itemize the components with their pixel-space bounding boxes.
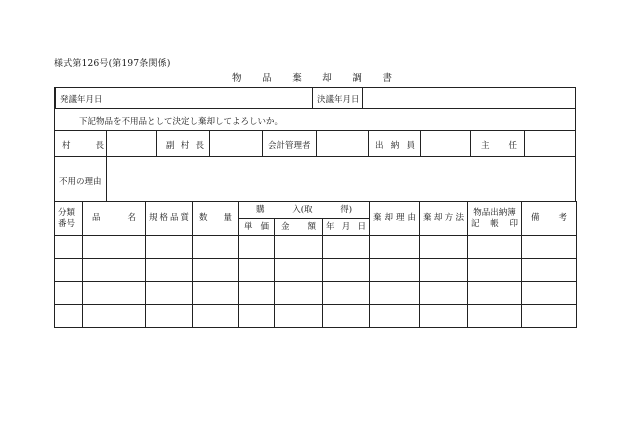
item-name-char: 品: [92, 213, 101, 224]
table-cell[interactable]: [239, 305, 275, 328]
table-cell[interactable]: [83, 282, 146, 305]
reason-row: [54, 156, 576, 202]
deputy-mayor-char: 副: [166, 141, 175, 151]
statement-text: 下記物品を不用品として決定し棄却してよろしいか。: [79, 117, 284, 127]
table-cell[interactable]: [370, 282, 420, 305]
cashier-char: 員: [406, 141, 415, 151]
title-char: 棄: [292, 73, 302, 84]
class-no-line: 分類: [58, 207, 76, 218]
cashier-seal-field[interactable]: [421, 131, 471, 156]
deputy-mayor-label: [166, 139, 204, 151]
chief-char: 任: [508, 141, 517, 151]
form-title: [232, 70, 392, 84]
table-cell[interactable]: [468, 259, 522, 282]
amount-char: 額: [307, 221, 316, 232]
reason-label: 不用の理由: [59, 177, 102, 187]
ledger-mark-char: 印: [509, 218, 518, 229]
statement-row: [54, 108, 576, 131]
quantity-char: 数: [199, 213, 208, 224]
table-cell[interactable]: [522, 236, 577, 259]
class-no-header: [55, 202, 83, 236]
mayor-char: 村: [62, 141, 71, 151]
remarks-header: [522, 202, 577, 236]
table-cell[interactable]: [420, 236, 468, 259]
table-cell[interactable]: [193, 236, 239, 259]
decision-date-label: 決議年月日: [317, 95, 360, 105]
table-cell[interactable]: [239, 259, 275, 282]
table-cell[interactable]: [83, 305, 146, 328]
spec-char: 格: [159, 213, 168, 224]
quantity-char: 量: [223, 213, 232, 224]
table-cell[interactable]: [275, 236, 323, 259]
table-cell[interactable]: [275, 282, 323, 305]
title-char: 書: [382, 73, 392, 84]
unit-price-char: 単: [244, 221, 253, 232]
accounting-manager-seal-field[interactable]: [317, 131, 369, 156]
cashier-label: [375, 139, 415, 151]
mayor-seal-field[interactable]: [107, 131, 157, 156]
unit-price-header: [239, 219, 275, 236]
table-cell[interactable]: [370, 259, 420, 282]
disposal-method-char: 方: [444, 213, 454, 224]
table-cell[interactable]: [522, 305, 577, 328]
table-cell[interactable]: [146, 236, 193, 259]
cashier-char: 納: [390, 141, 400, 151]
unit-price-char: 価: [260, 221, 269, 232]
mayor-label: [62, 139, 104, 151]
disposal-method-char: 却: [433, 213, 443, 224]
table-cell[interactable]: [55, 305, 83, 328]
title-char: 物: [232, 73, 242, 84]
disposal-method-header: [420, 202, 468, 236]
acquisition-part: 入(取: [292, 204, 313, 215]
table-body: [55, 236, 577, 328]
approvals-row: [54, 130, 576, 157]
chief-seal-field[interactable]: [525, 131, 575, 156]
table-cell[interactable]: [193, 282, 239, 305]
item-name-header: [83, 202, 146, 236]
table-cell[interactable]: [468, 282, 522, 305]
date-char: 年: [326, 221, 335, 232]
table-cell[interactable]: [522, 282, 577, 305]
disposal-method-char: 棄: [423, 213, 432, 224]
table-cell[interactable]: [55, 236, 83, 259]
table-cell[interactable]: [420, 259, 468, 282]
table-cell[interactable]: [468, 305, 522, 328]
acquisition-part: 購: [256, 204, 265, 215]
deputy-mayor-seal-field[interactable]: [210, 131, 263, 156]
amount-char: 金: [281, 221, 290, 232]
disposal-method-char: 法: [455, 213, 465, 224]
table-row: [55, 236, 577, 259]
table-cell[interactable]: [323, 282, 370, 305]
table-cell[interactable]: [420, 282, 468, 305]
form-number: 様式第126号(第197条関係): [54, 59, 171, 69]
acquisition-part: 得): [340, 204, 353, 215]
title-char: 却: [322, 73, 332, 84]
table-cell[interactable]: [522, 259, 577, 282]
table-cell[interactable]: [323, 236, 370, 259]
spec-quality-header: [146, 202, 193, 236]
quantity-header: [193, 202, 239, 236]
ledger-mark-line1: 物品出納簿: [473, 207, 516, 218]
ledger-mark-char: 記: [471, 218, 480, 229]
table-cell[interactable]: [193, 259, 239, 282]
proposal-date-field[interactable]: [55, 88, 313, 108]
deputy-mayor-char: 長: [195, 141, 204, 151]
table-row: [55, 282, 577, 305]
spec-char: 質: [180, 213, 189, 224]
items-table: [54, 201, 577, 328]
date-char: 日: [357, 221, 367, 232]
chief-char: 主: [481, 141, 490, 151]
decision-date-field[interactable]: [363, 88, 575, 108]
table-cell[interactable]: [55, 282, 83, 305]
ledger-mark-header: [468, 202, 522, 236]
table-cell[interactable]: [420, 305, 468, 328]
disposal-reason-char: 由: [407, 213, 416, 224]
table-cell[interactable]: [323, 305, 370, 328]
amount-header: [275, 219, 323, 236]
disposal-reason-header: [370, 202, 420, 236]
item-name-char: 名: [127, 213, 136, 224]
title-char: 品: [262, 73, 272, 84]
table-cell[interactable]: [275, 259, 323, 282]
dates-row: [54, 87, 576, 109]
remarks-char: 考: [558, 213, 568, 224]
table-cell[interactable]: [83, 259, 146, 282]
table-cell[interactable]: [146, 282, 193, 305]
table-cell[interactable]: [83, 236, 146, 259]
disposal-reason-char: 棄: [373, 213, 382, 224]
table-cell[interactable]: [193, 305, 239, 328]
table-cell[interactable]: [146, 259, 193, 282]
deputy-mayor-char: 村: [180, 141, 190, 151]
table-cell[interactable]: [370, 236, 420, 259]
date-char: 月: [341, 221, 351, 232]
acquisition-header: [239, 202, 370, 219]
chief-label: [481, 139, 517, 151]
spec-char: 品: [169, 213, 179, 224]
remarks-char: 備: [531, 213, 540, 224]
spec-char: 規: [149, 213, 158, 224]
table-cell[interactable]: [239, 236, 275, 259]
reason-field[interactable]: [107, 157, 575, 201]
cashier-char: 出: [375, 141, 384, 151]
table-cell[interactable]: [239, 282, 275, 305]
table-row: [55, 259, 577, 282]
proposal-date-label: 発議年月日: [60, 95, 103, 105]
table-cell[interactable]: [323, 259, 370, 282]
mayor-char: 長: [95, 141, 104, 151]
title-char: 調: [352, 73, 362, 84]
table-cell[interactable]: [468, 236, 522, 259]
class-no-line: 番号: [58, 218, 76, 229]
disposal-reason-char: 却: [384, 213, 394, 224]
ledger-mark-char: 帳: [490, 218, 499, 229]
disposal-reason-char: 理: [395, 213, 405, 224]
table-cell[interactable]: [275, 305, 323, 328]
table-header-row: [55, 202, 577, 219]
table-row: [55, 305, 577, 328]
date-header: [323, 219, 370, 236]
table-cell[interactable]: [55, 259, 83, 282]
accounting-manager-label: 会計管理者: [268, 141, 311, 151]
table-cell[interactable]: [370, 305, 420, 328]
table-cell[interactable]: [146, 305, 193, 328]
